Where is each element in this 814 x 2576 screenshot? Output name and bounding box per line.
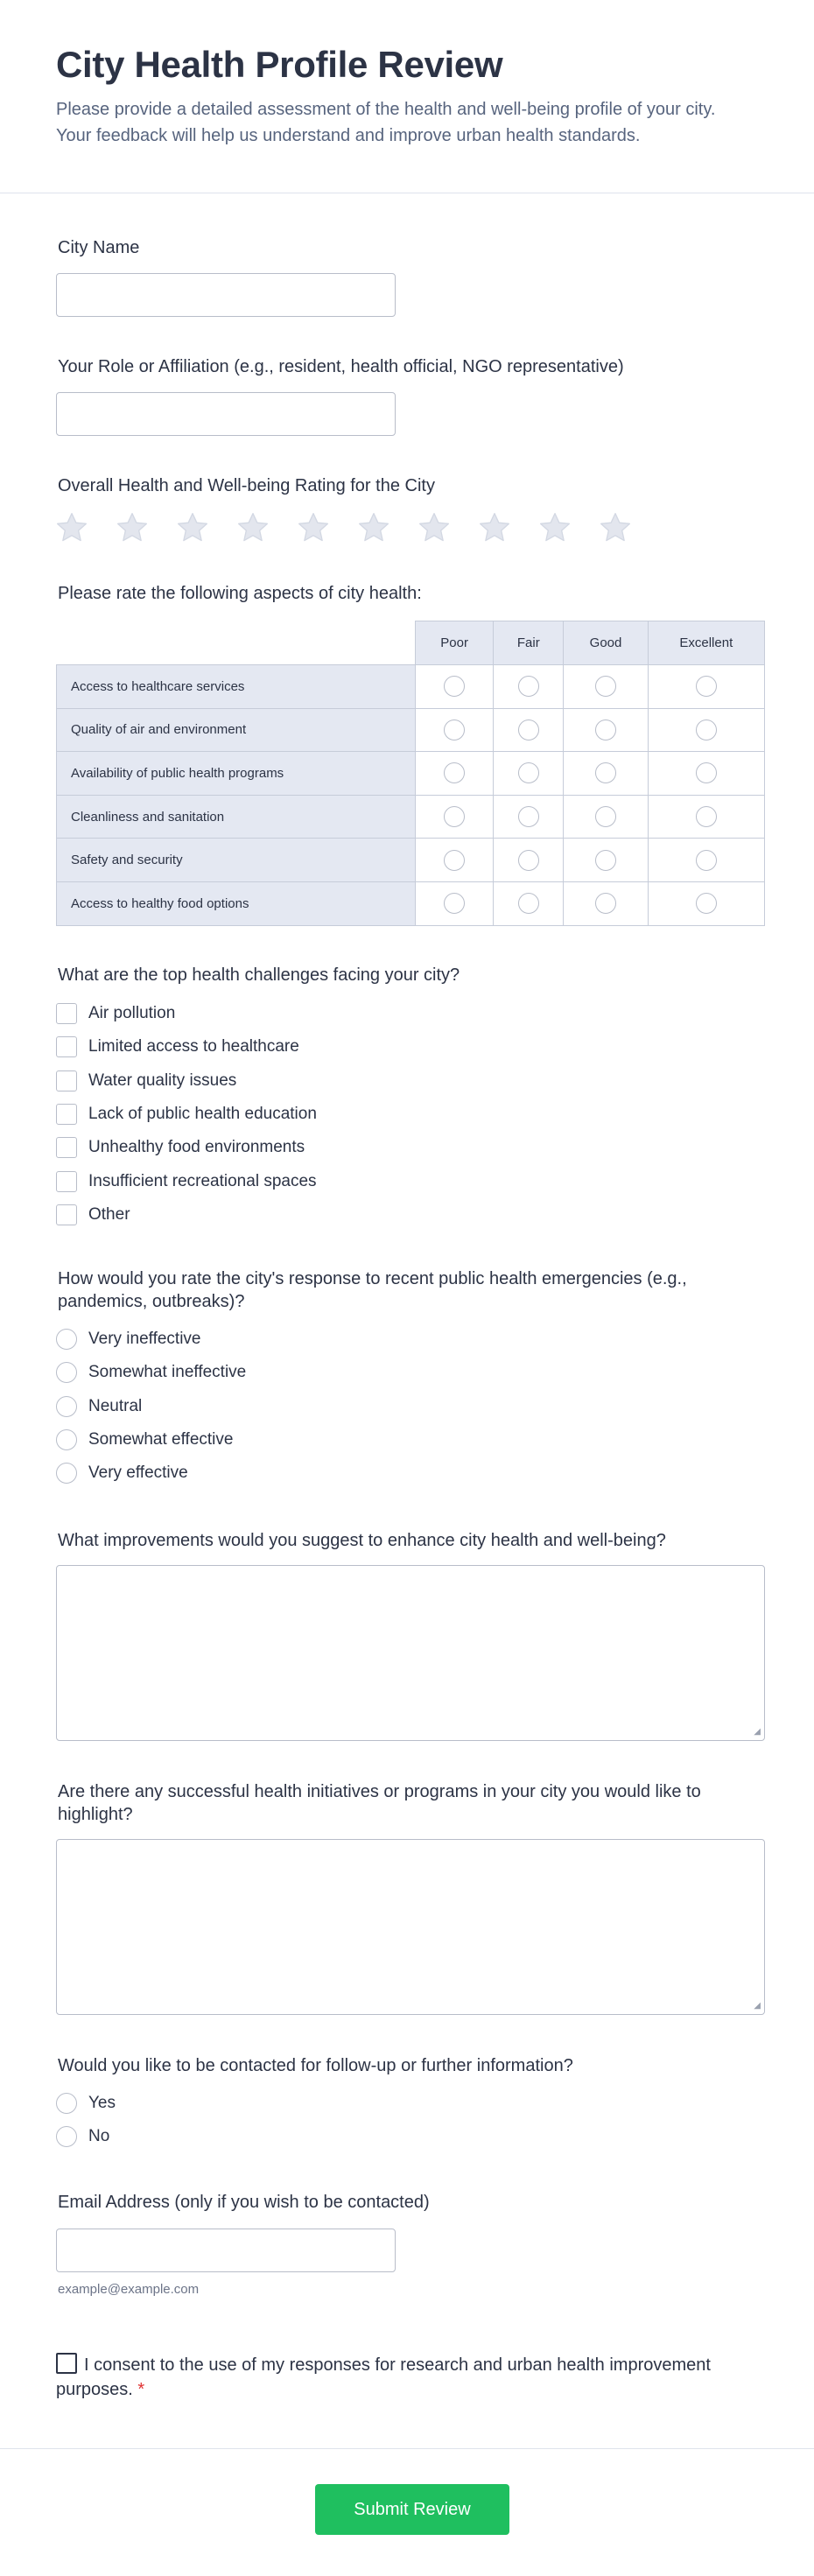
matrix-column-header: Good [564, 621, 648, 665]
matrix-radio[interactable] [444, 676, 465, 697]
star-icon[interactable] [477, 510, 537, 545]
resize-handle-icon[interactable]: ◢ [754, 1727, 761, 1737]
matrix-radio[interactable] [444, 806, 465, 827]
matrix-radio[interactable] [595, 806, 616, 827]
matrix-cell [648, 708, 764, 752]
radio-button[interactable] [56, 2093, 77, 2114]
consent-field [56, 2353, 721, 2402]
emergency-option-label: Somewhat effective [88, 1430, 234, 1449]
challenge-option[interactable] [56, 1131, 317, 1164]
matrix-row-label: Access to healthy food options [57, 881, 416, 925]
star-icon[interactable] [115, 510, 175, 545]
checkbox[interactable] [56, 1171, 77, 1192]
matrix-cell [648, 881, 764, 925]
star-icon[interactable] [54, 510, 115, 545]
star-icon[interactable] [598, 510, 658, 545]
email-label: Email Address (only if you wish to be contacted) [58, 2193, 430, 2212]
matrix-radio[interactable] [518, 719, 539, 741]
matrix-cell [416, 708, 494, 752]
emergency-option-label: Very effective [88, 1463, 188, 1483]
matrix-cell [416, 881, 494, 925]
emergency-options [56, 1323, 246, 1490]
matrix-cell [416, 795, 494, 839]
matrix-radio[interactable] [696, 893, 717, 914]
challenge-option[interactable] [56, 1164, 317, 1197]
radio-button[interactable] [56, 1362, 77, 1383]
matrix-radio[interactable] [595, 719, 616, 741]
consent-checkbox[interactable] [56, 2353, 77, 2374]
matrix-row [57, 665, 765, 709]
challenge-option[interactable] [56, 1198, 317, 1232]
matrix-radio[interactable] [595, 762, 616, 783]
matrix-cell [494, 665, 564, 709]
checkbox[interactable] [56, 1104, 77, 1125]
matrix-radio[interactable] [696, 719, 717, 741]
page-title: City Health Profile Review [56, 44, 503, 85]
star-rating [54, 510, 658, 545]
matrix-cell [648, 752, 764, 796]
matrix-radio[interactable] [595, 893, 616, 914]
star-icon[interactable] [356, 510, 417, 545]
aspects-matrix [56, 621, 765, 926]
matrix-cell [564, 665, 648, 709]
radio-button[interactable] [56, 1396, 77, 1417]
emergency-option[interactable] [56, 1356, 246, 1389]
matrix-cell [494, 839, 564, 882]
improvements-question [58, 1529, 666, 1552]
matrix-radio[interactable] [444, 762, 465, 783]
matrix-row [57, 839, 765, 882]
matrix-cell [416, 839, 494, 882]
email-question [58, 2191, 430, 2214]
matrix-row-label: Access to healthcare services [57, 665, 416, 709]
matrix-row [57, 752, 765, 796]
matrix-radio[interactable] [518, 762, 539, 783]
challenges-question [58, 964, 460, 986]
matrix-radio[interactable] [696, 806, 717, 827]
matrix-radio[interactable] [518, 676, 539, 697]
matrix-radio[interactable] [696, 676, 717, 697]
radio-button[interactable] [56, 1429, 77, 1450]
aspects-question [58, 582, 422, 605]
role-label: Your Role or Affiliation (e.g., resident, health official, NGO representative) [58, 357, 624, 376]
matrix-radio[interactable] [518, 893, 539, 914]
matrix-cell [564, 839, 648, 882]
matrix-cell [564, 881, 648, 925]
resize-handle-icon[interactable]: ◢ [754, 2001, 761, 2011]
checkbox[interactable] [56, 1036, 77, 1057]
matrix-cell [494, 708, 564, 752]
challenge-option[interactable] [56, 1064, 317, 1098]
initiatives-textarea[interactable] [56, 1839, 765, 2015]
city-name-question [58, 236, 139, 259]
matrix-radio[interactable] [696, 850, 717, 871]
matrix-radio[interactable] [518, 850, 539, 871]
matrix-cell [564, 752, 648, 796]
matrix-row [57, 708, 765, 752]
challenge-option-label: Other [88, 1204, 130, 1224]
matrix-row-label: Availability of public health programs [57, 752, 416, 796]
challenge-option-label: Water quality issues [88, 1070, 237, 1090]
form-header [0, 0, 814, 193]
required-asterisk: * [137, 2380, 145, 2399]
emergency-label: How would you rate the city's response to recent public health emergencies (e.g., pandemics, outbreaks)? [58, 1269, 687, 1311]
challenge-option-label: Lack of public health education [88, 1105, 317, 1124]
radio-button[interactable] [56, 1329, 77, 1350]
submit-button[interactable]: Submit Review [315, 2484, 509, 2535]
matrix-cell [416, 665, 494, 709]
city-name-input[interactable] [56, 273, 396, 317]
overall-rating-label: Overall Health and Well-being Rating for the City [58, 476, 435, 495]
role-question [58, 355, 624, 378]
emergency-option[interactable] [56, 1456, 246, 1490]
overall-rating-question [58, 474, 435, 497]
challenge-option-label: Air pollution [88, 1004, 176, 1023]
contact-option[interactable] [56, 2087, 116, 2120]
matrix-cell [494, 881, 564, 925]
email-input[interactable] [56, 2229, 396, 2272]
contact-options [56, 2087, 116, 2154]
matrix-cell [494, 795, 564, 839]
checkbox[interactable] [56, 1204, 77, 1225]
challenge-option-label: Insufficient recreational spaces [88, 1171, 317, 1190]
emergency-option[interactable] [56, 1423, 246, 1456]
matrix-cell [564, 795, 648, 839]
matrix-row-label: Cleanliness and sanitation [57, 795, 416, 839]
matrix-column-header: Poor [416, 621, 494, 665]
emergency-option-label: Very ineffective [88, 1330, 201, 1349]
emergency-option[interactable] [56, 1390, 246, 1423]
challenge-option[interactable] [56, 1030, 317, 1063]
challenges-label: What are the top health challenges facing your city? [58, 965, 460, 985]
matrix-cell [648, 839, 764, 882]
contact-question [58, 2054, 573, 2077]
matrix-cell [494, 752, 564, 796]
emergency-option[interactable] [56, 1323, 246, 1356]
initiatives-label: Are there any successful health initiatives or programs in your city you would like to highlight? [58, 1782, 701, 1824]
improvements-textarea[interactable] [56, 1565, 765, 1741]
aspects-label: Please rate the following aspects of city health: [58, 584, 422, 603]
star-icon[interactable] [235, 510, 296, 545]
star-icon[interactable] [175, 510, 235, 545]
challenge-option-label: Unhealthy food environments [88, 1138, 305, 1157]
contact-option-label: No [88, 2127, 110, 2146]
matrix-row-label: Safety and security [57, 839, 416, 882]
contact-option[interactable] [56, 2120, 116, 2153]
improvements-label: What improvements would you suggest to enhance city health and well-being? [58, 1531, 666, 1550]
checkbox[interactable] [56, 1003, 77, 1024]
matrix-radio[interactable] [444, 719, 465, 741]
matrix-radio[interactable] [444, 850, 465, 871]
matrix-radio[interactable] [518, 806, 539, 827]
radio-button[interactable] [56, 2126, 77, 2147]
contact-label: Would you like to be contacted for follow-up or further information? [58, 2056, 573, 2075]
contact-option-label: Yes [88, 2094, 116, 2113]
matrix-corner [57, 621, 416, 665]
matrix-column-header: Excellent [648, 621, 764, 665]
matrix-row-label: Quality of air and environment [57, 708, 416, 752]
matrix-cell [416, 752, 494, 796]
emergency-option-label: Neutral [88, 1396, 143, 1415]
role-input[interactable] [56, 392, 396, 436]
form-footer [0, 2448, 814, 2576]
consent-text: I consent to the use of my responses for research and urban health improvement purposes. [56, 2355, 711, 2399]
star-icon[interactable] [537, 510, 598, 545]
checkbox[interactable] [56, 1137, 77, 1158]
matrix-cell [648, 795, 764, 839]
challenge-option[interactable] [56, 1098, 317, 1131]
checkbox[interactable] [56, 1070, 77, 1091]
initiatives-question [58, 1780, 758, 1826]
matrix-radio[interactable] [595, 850, 616, 871]
emergency-option-label: Somewhat ineffective [88, 1363, 247, 1382]
matrix-cell [648, 665, 764, 709]
email-sublabel: example@example.com [58, 2282, 200, 2297]
city-name-label: City Name [58, 238, 140, 257]
challenges-options [56, 997, 317, 1232]
radio-button[interactable] [56, 1463, 77, 1484]
matrix-radio[interactable] [696, 762, 717, 783]
challenge-option-label: Limited access to healthcare [88, 1037, 299, 1056]
matrix-row [57, 881, 765, 925]
matrix-column-header: Fair [494, 621, 564, 665]
emergency-question [58, 1267, 758, 1313]
challenge-option[interactable] [56, 997, 317, 1030]
matrix-radio[interactable] [595, 676, 616, 697]
matrix-cell [564, 708, 648, 752]
page-subtitle: Please provide a detailed assessment of the health and well-being profile of your city. Your feedback will help us understand and improve urban health standards. [56, 100, 716, 145]
matrix-radio[interactable] [444, 893, 465, 914]
star-icon[interactable] [296, 510, 356, 545]
star-icon[interactable] [417, 510, 477, 545]
matrix-row [57, 795, 765, 839]
